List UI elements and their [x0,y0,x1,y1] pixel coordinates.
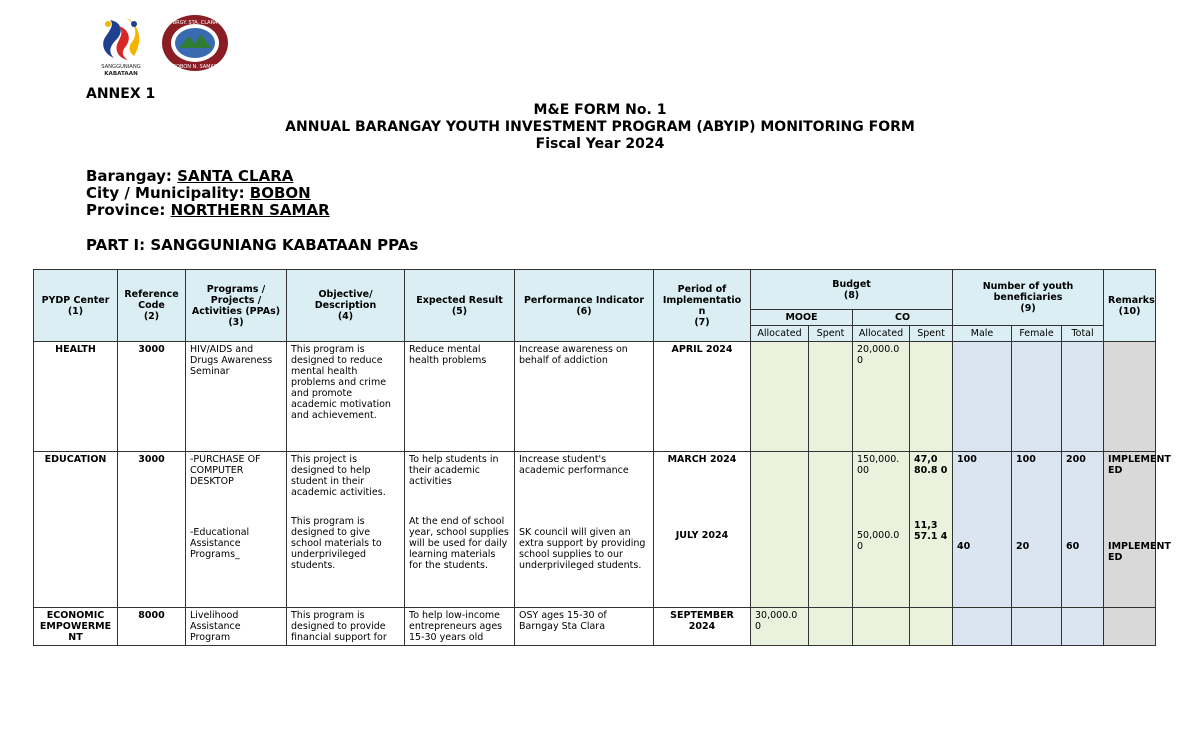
header-mooe-spent: Spent [809,326,853,342]
row-mooe-allocated: 30,000.0 0 [751,608,809,646]
row-expected: Reduce mental health problems [405,342,515,452]
header-ppas: Programs / Projects / Activities (PPAs) (3) [186,270,287,342]
row-code: 3000 [118,452,186,608]
row-center: ECONOMIC EMPOWERME NT [34,608,118,646]
row-female [1012,342,1062,452]
row-indicator: Increase awareness on behalf of addiction [515,342,654,452]
row-co-spent [910,608,953,646]
row-remarks [1104,452,1171,608]
row-remarks [1104,608,1156,646]
barangay-line [86,168,330,185]
co-spent-a: 47,0 80.8 0 [914,454,948,476]
seal-text-top: BRGY. STA. CLARA [172,20,218,26]
period-a: MARCH 2024 [667,454,737,465]
city-label: City / Municipality: [86,184,250,202]
period-b: JULY 2024 [675,530,729,541]
row-mooe-spent [809,452,853,608]
header-co: CO [853,310,953,326]
header-reference-code: Reference Code (2) [118,270,186,342]
row-male [953,342,1012,452]
ppa-a: -PURCHASE OF COMPUTER DESKTOP [190,454,261,487]
row-co-allocated: 20,000.0 0 [853,342,910,452]
form-title: ANNUAL BARANGAY YOUTH INVESTMENT PROGRAM (ABYIP) MONITORING FORM [285,119,915,135]
row-period [654,452,751,608]
form-number: M&E FORM No. 1 [533,102,667,118]
row-ppa: HIV/AIDS and Drugs Awareness Seminar [186,342,287,452]
header-performance-indicator: Performance Indicator (6) [515,270,654,342]
co-allocated-b: 50,000.0 0 [857,530,900,552]
annex-label: ANNEX 1 [86,86,156,102]
table-row [34,608,1156,646]
header-mooe: MOOE [751,310,853,326]
row-co-spent [910,342,953,452]
row-center: EDUCATION [34,452,118,608]
header-expected-result: Expected Result (5) [405,270,515,342]
row-male [953,608,1012,646]
remarks-b: IMPLEMENT ED [1108,541,1171,563]
row-male: 100 40 [953,452,1012,608]
row-ppa [186,452,287,608]
form-titles [0,102,1200,153]
seal-text-bottom: BOBON N. SAMAR [172,64,218,70]
header-co-allocated: Allocated [853,326,910,342]
row-remarks [1104,342,1156,452]
header-remarks: Remarks (10) [1104,270,1156,342]
city-line [86,185,330,202]
barangay-label: Barangay: [86,167,178,185]
objective-a: This project is designed to help student in their academic activities. [291,454,386,498]
row-objective: This program is designed to reduce mental health problems and crime and promote academic motivation and achievement. [287,342,405,452]
row-female [1012,608,1062,646]
expected-b: At the end of school year, school supplies will be used for daily learning materials for the students. [409,516,509,571]
header-mooe-allocated: Allocated [751,326,809,342]
sangguniang-kabataan-logo [96,16,146,76]
row-objective: This program is designed to provide financial support for [287,608,405,646]
row-code: 8000 [118,608,186,646]
province-label: Province: [86,201,171,219]
objective-b: This program is designed to give school materials to underprivileged students. [291,516,382,571]
co-allocated-a: 150,000. 00 [857,454,900,476]
row-period: SEPTEMBER 2024 [654,608,751,646]
table-row [34,342,1156,452]
row-co-allocated [853,452,910,608]
row-ppa: Livelihood Assistance Program [186,608,287,646]
province-value: NORTHERN SAMAR [170,201,330,219]
row-indicator [515,452,654,608]
row-mooe-allocated [751,452,809,608]
header-budget: Budget (8) [751,270,953,310]
co-spent-b: 11,3 57.1 4 [914,520,948,542]
sk-logo-text-1: SANGGUNIANG [101,64,141,70]
header-pydp-center: PYDP Center (1) [34,270,118,342]
header-objective: Objective/ Description (4) [287,270,405,342]
row-mooe-spent [809,608,853,646]
row-center: HEALTH [34,342,118,452]
header-total: Total [1062,326,1104,342]
ppa-monitoring-table [33,269,1171,646]
barangay-value: SANTA CLARA [177,167,294,185]
row-expected [405,452,515,608]
header-co-spent: Spent [910,326,953,342]
part-title: PART I: SANGGUNIANG KABATAAN PPAs [86,236,419,254]
row-total: 200 60 [1062,452,1104,608]
indicator-a: Increase student's academic performance [519,454,629,476]
row-mooe-spent [809,342,853,452]
header-period: Period of Implementatio n (7) [654,270,751,342]
location-block [86,168,330,219]
remarks-a: IMPLEMENT ED [1108,454,1171,476]
header-male: Male [953,326,1012,342]
row-period: APRIL 2024 [654,342,751,452]
header-female: Female [1012,326,1062,342]
row-total [1062,608,1104,646]
province-line [86,202,330,219]
expected-a: To help students in their academic activities [409,454,499,487]
header-beneficiaries: Number of youth beneficiaries (9) [953,270,1104,326]
fiscal-year: Fiscal Year 2024 [535,136,665,152]
row-indicator: OSY ages 15-30 of Barngay Sta Clara [515,608,654,646]
row-objective [287,452,405,608]
row-total [1062,342,1104,452]
ppa-b: -Educational Assistance Programs_ [190,527,250,560]
indicator-b: SK council will given an extra support by providing school supplies to our underprivileged students. [519,527,646,571]
sk-logo-text-2: KABATAAN [104,71,138,76]
row-female: 100 20 [1012,452,1062,608]
row-expected: To help low-income entrepreneurs ages 15-30 years old [405,608,515,646]
row-code: 3000 [118,342,186,452]
table-row [34,452,1156,608]
city-value: BOBON [249,184,311,202]
row-co-spent [910,452,953,608]
barangay-seal [161,14,229,72]
row-co-allocated [853,608,910,646]
row-mooe-allocated [751,342,809,452]
